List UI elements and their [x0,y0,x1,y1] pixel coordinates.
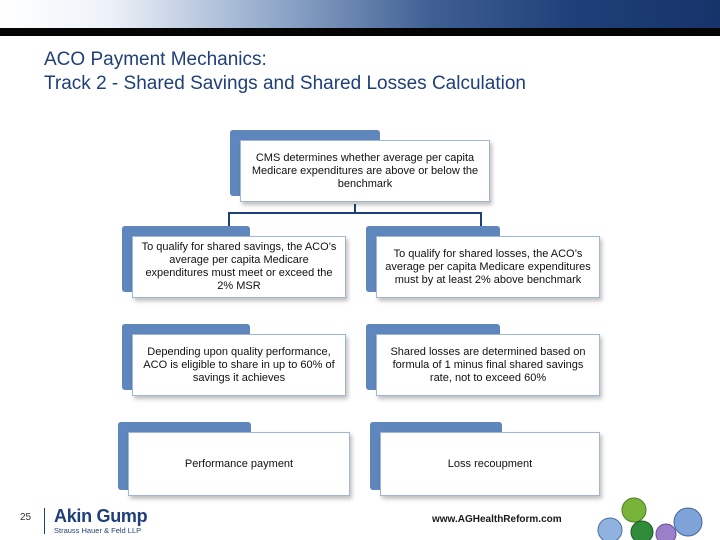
diagram-box-left-1 [132,236,346,298]
globe-blue-left-icon [598,518,622,540]
globe-purple-icon [656,524,676,540]
box-text: To qualify for shared losses, the ACO’s average per capita Medicare expenditures must by at least 2% above benchmark [385,247,591,286]
footer-url: www.AGHealthReform.com [432,514,562,525]
box-text: Depending upon quality performance, ACO is eligible to share in up to 60% of savings it achieves [143,345,335,384]
box-text: Loss recoupment [447,457,533,470]
box-text: Performance payment [184,457,294,470]
diagram-box-right-2 [376,334,600,396]
box-text: Shared losses are determined based on formula of 1 minus final shared savings rate, not to exceed 60% [390,345,586,384]
diagram-box-left-2 [132,334,346,396]
globe-icons [580,496,720,540]
box-text: CMS determines whether average per capita Medicare expenditures are above or below the benchmark [251,151,479,190]
footer-divider [44,508,45,534]
title-line-1: ACO Payment Mechanics: [44,49,267,70]
header-banner [0,0,720,28]
title-line-2: Track 2 - Shared Savings and Shared Losses Calculation [44,73,526,94]
logo-sub-text: Strauss Hauer & Feld LLP [54,526,142,535]
company-logo [54,506,147,535]
header-bar [0,28,720,36]
globe-blue-right-icon [674,508,702,536]
globe-money-icon [631,521,653,540]
page-title [44,48,526,96]
globe-green-icon [622,498,646,522]
connector-horizontal [228,212,482,214]
logo-main-text: Akin Gump [54,506,148,526]
page-number: 25 [20,512,32,523]
diagram-box-left-3 [128,432,350,496]
diagram-box-top [240,140,490,202]
diagram-box-right-3 [380,432,600,496]
box-accent-side [230,130,240,196]
box-text: To qualify for shared savings, the ACO’s average per capita Medicare expenditures must meet or exceed the 2% MSR [141,241,337,292]
diagram-box-right-1 [376,236,600,298]
